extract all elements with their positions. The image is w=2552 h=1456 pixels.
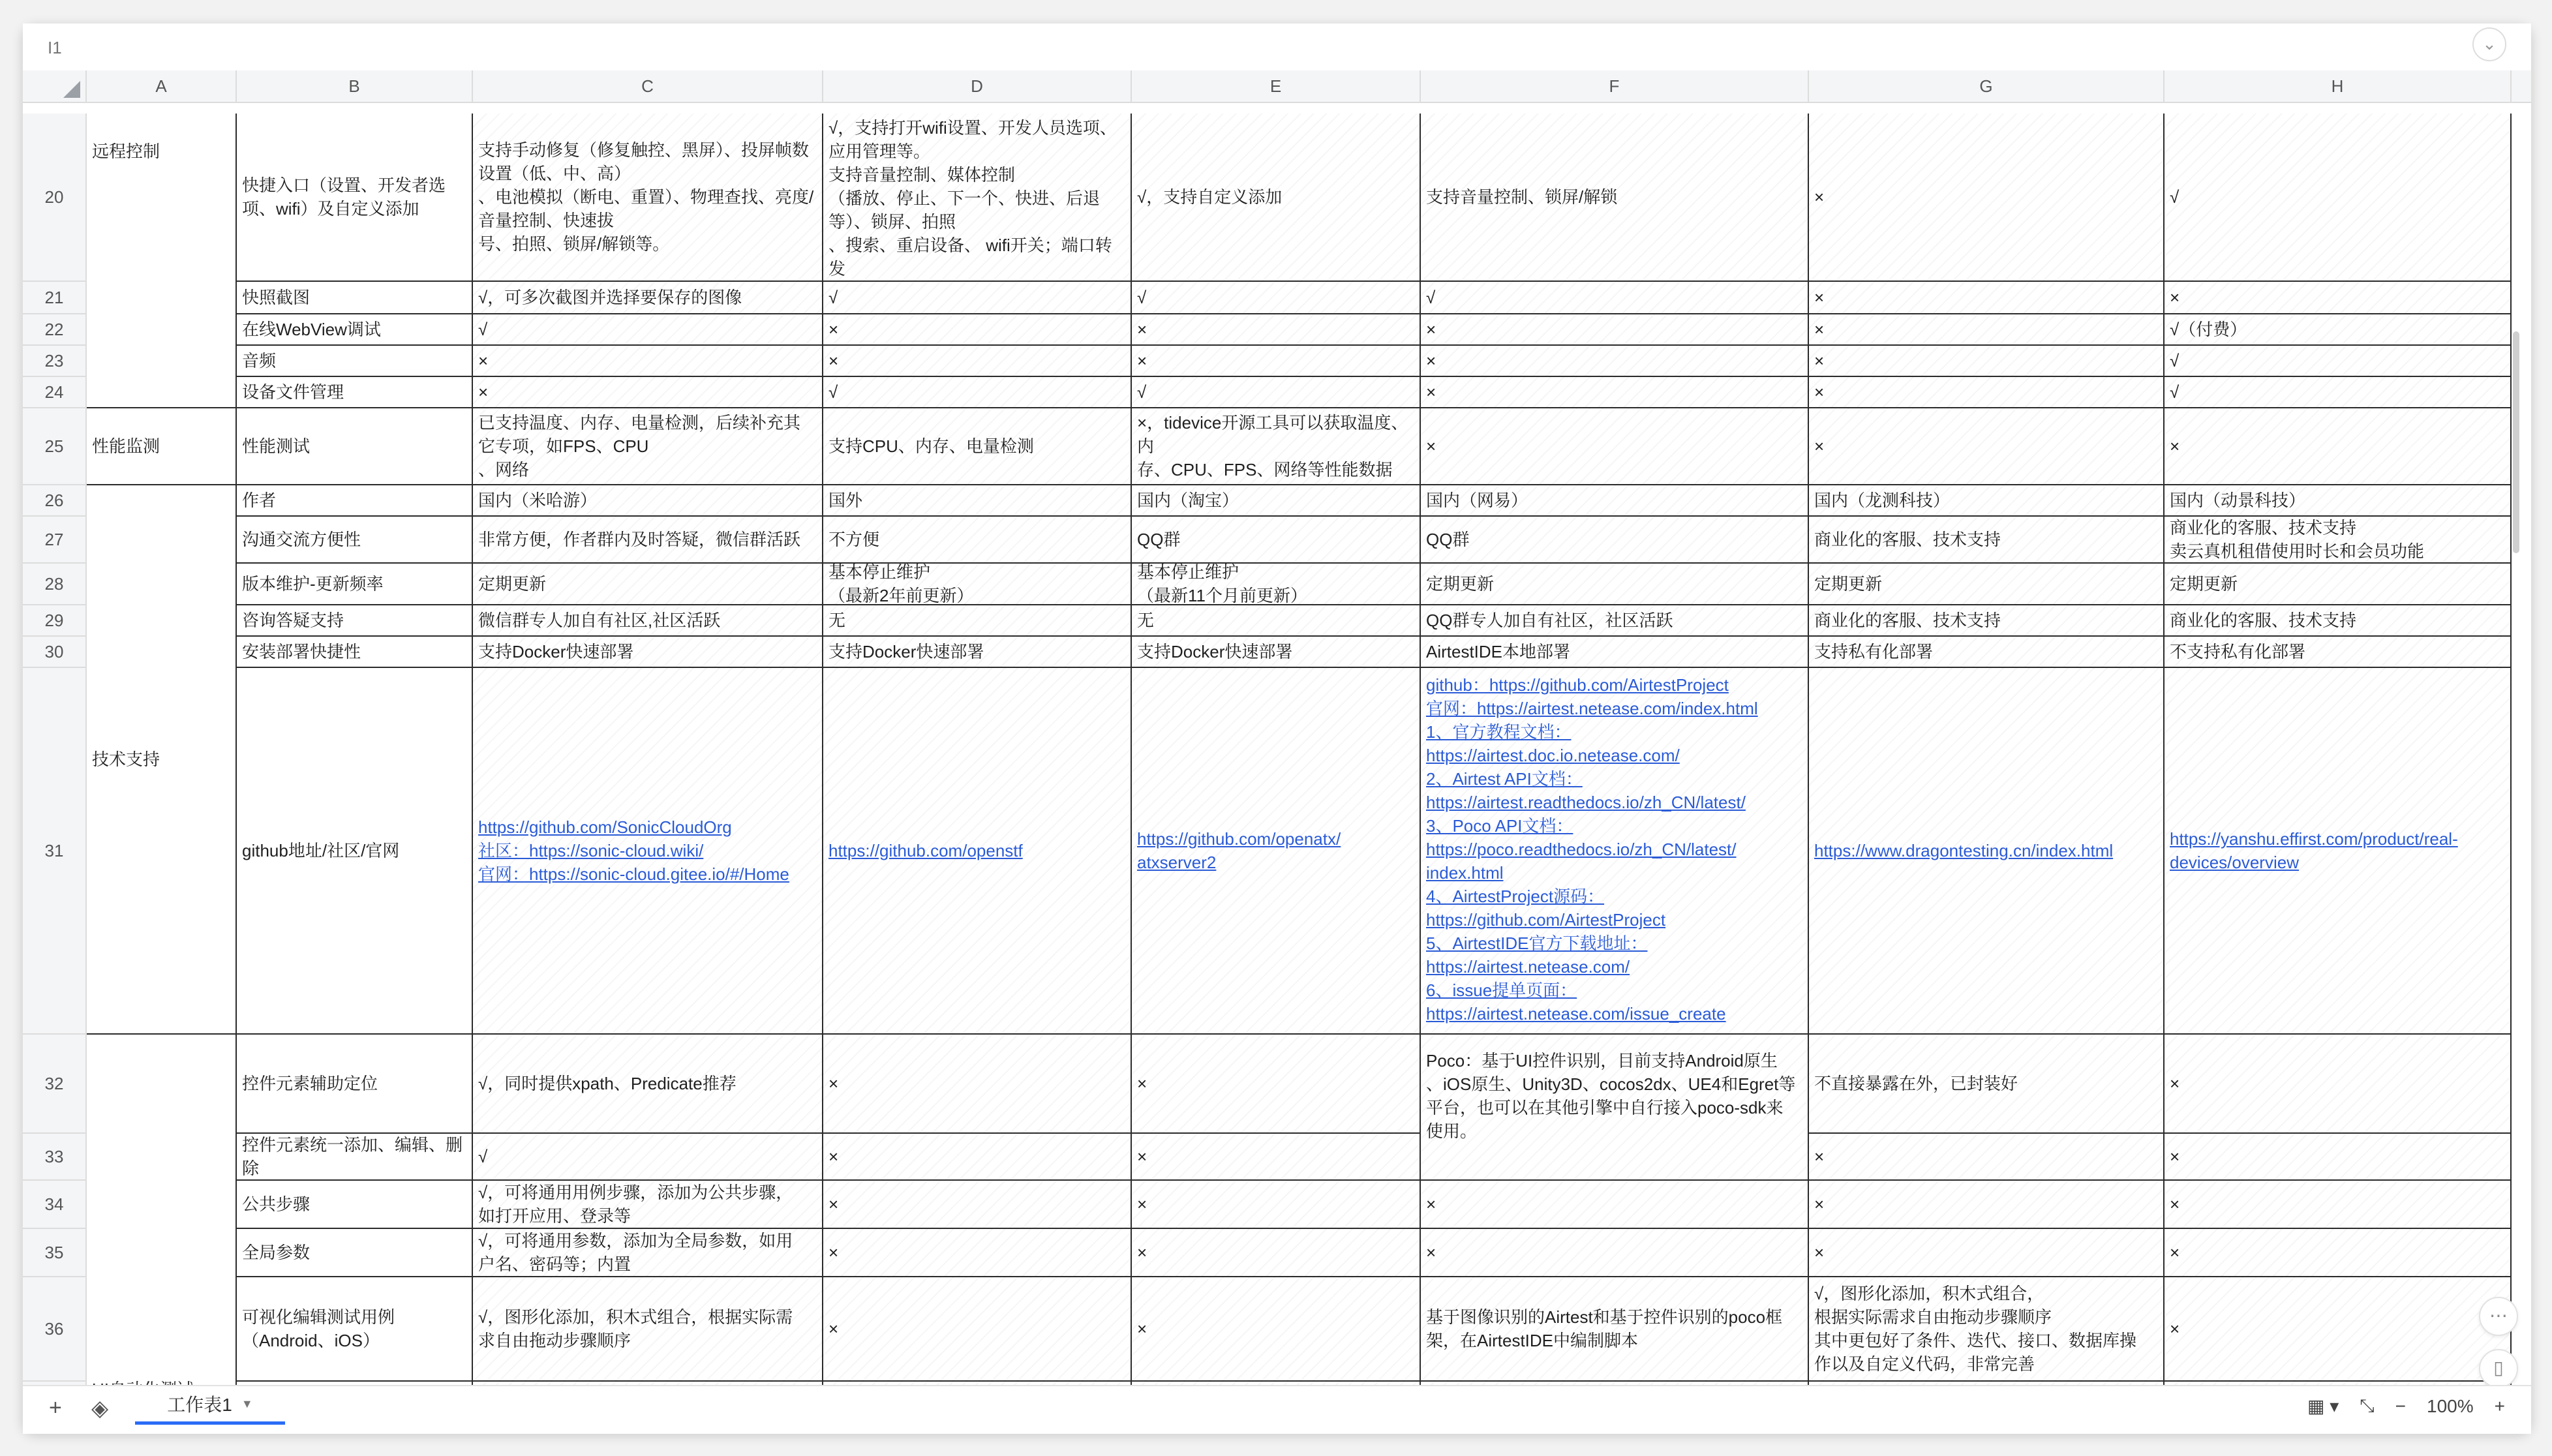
cell-f[interactable]	[1421, 408, 1809, 485]
row-header[interactable]: 31	[23, 668, 87, 1035]
cell-text: 支持手动修复（修复触控、黑屏）、投屏帧数设置（低、中、高） 、电池模拟（断电、重置）、物理查找、亮度/音量控制、快速拔 号、拍照、锁屏/解锁等。	[478, 140, 814, 254]
select-all-corner[interactable]	[23, 70, 87, 102]
cell-e[interactable]	[1132, 408, 1421, 485]
cell-c[interactable]	[473, 564, 823, 605]
cell-text: 商业化的客服、技术支持	[2170, 611, 2357, 630]
cell-text: 国内（龙测科技）	[1814, 491, 1951, 510]
cell-e[interactable]	[1132, 1035, 1421, 1134]
bottom-bar	[23, 1385, 2531, 1434]
row-header[interactable]: 23	[23, 346, 87, 377]
cell-text: ×	[478, 351, 489, 371]
cell-reference[interactable]: I1	[48, 38, 62, 57]
cell-g[interactable]	[1809, 408, 2165, 485]
cell-c[interactable]	[473, 1229, 823, 1277]
cell-text: 支持Docker快速部署	[828, 642, 984, 661]
cell-text: 控件元素统一添加、编辑、删除	[242, 1135, 463, 1178]
cell-h[interactable]	[2165, 564, 2512, 605]
cell-text: 国内（淘宝）	[1137, 491, 1239, 510]
zoom-out-button[interactable]: −	[2395, 1395, 2407, 1416]
cell-text: 无	[828, 611, 846, 630]
cell-h[interactable]	[2165, 1229, 2512, 1277]
cell-d[interactable]	[823, 605, 1132, 637]
cell-c[interactable]	[473, 377, 823, 408]
category-cell[interactable]	[87, 114, 237, 408]
cell-text: 不直接暴露在外，已封装好	[1814, 1074, 2018, 1093]
cell-d[interactable]	[823, 1229, 1132, 1277]
cell-e[interactable]	[1132, 1277, 1421, 1382]
cell-text: ×	[1137, 1074, 1147, 1093]
cell-text: QQ群专人加自有社区，社区活跃	[1426, 611, 1673, 630]
cell-b[interactable]	[237, 314, 473, 346]
cell-c[interactable]	[473, 346, 823, 377]
cell-text: ×	[1814, 187, 1825, 207]
cell-e[interactable]	[1132, 282, 1421, 314]
cell-g[interactable]	[1809, 346, 2165, 377]
cell-text: 商业化的客服、技术支持 卖云真机租借使用时长和会员功能	[2170, 518, 2425, 561]
cell-text: 快照截图	[242, 288, 311, 307]
cell-text: ×	[1426, 436, 1436, 456]
row-header[interactable]: 24	[23, 377, 87, 408]
cell-b[interactable]	[237, 282, 473, 314]
row-header[interactable]: 26	[23, 485, 87, 517]
cell-g[interactable]	[1809, 605, 2165, 637]
grid-icon[interactable]: ▦ ▾	[2307, 1396, 2339, 1416]
row-header[interactable]: 22	[23, 314, 87, 346]
cell-e[interactable]	[1132, 485, 1421, 517]
cell-text: ×	[828, 1074, 839, 1093]
cell-h[interactable]	[2165, 377, 2512, 408]
cell-e[interactable]	[1132, 377, 1421, 408]
chevron-down-icon[interactable]: ⌄	[2472, 27, 2506, 61]
cell-d[interactable]	[823, 282, 1132, 314]
row-header[interactable]: 20	[23, 114, 87, 282]
row-header[interactable]: 27	[23, 517, 87, 564]
cell-text: 商业化的客服、技术支持	[1814, 611, 2001, 630]
cell-g[interactable]	[1809, 485, 2165, 517]
cell-text: √，图形化添加，积木式组合，根据实际需 求自由拖动步骤顺序	[478, 1307, 793, 1350]
row-header[interactable]: 33	[23, 1134, 87, 1181]
cell-e[interactable]	[1132, 637, 1421, 668]
cell-text: 控件元素辅助定位	[242, 1074, 378, 1093]
cell-f[interactable]	[1421, 485, 1809, 517]
cell-d[interactable]	[823, 346, 1132, 377]
cell-b[interactable]	[237, 114, 473, 282]
cell-g[interactable]	[1809, 377, 2165, 408]
cell-text: ×	[1814, 1243, 1825, 1262]
cell-b[interactable]	[237, 1229, 473, 1277]
cell-text[interactable]: https://github.com/SonicCloudOrg 社区：https://sonic-cloud.wiki/ 官网：https://sonic-cloud.gitee.io/#/Home	[478, 817, 789, 884]
cell-text: 无	[1137, 611, 1155, 630]
cell-b[interactable]	[237, 408, 473, 485]
spreadsheet-window	[23, 23, 2531, 1433]
cell-c[interactable]	[473, 314, 823, 346]
cell-text: 不支持私有化部署	[2170, 642, 2306, 661]
cell-b[interactable]	[237, 1181, 473, 1229]
cell-text[interactable]: github：https://github.com/AirtestProject 官网：https://airtest.netease.com/index.html 1、官方教程文档： https://airtest.doc.io.netease.com/ 2、Airtest API文档： https://airtest.readthedocs.io/zh_CN/latest/ 3、Poco API文档： https://poco.readthedocs.io/zh_CN/latest/ index.html 4、AirtestProject源码： https://github.com/AirtestProject 5、AirtestIDE官方下载地址： https://airtest.netease.com/ 6、issue提单页面： https://airtest.netease.com/issue_create	[1426, 675, 1758, 1024]
cell-c[interactable]	[473, 485, 823, 517]
cell-d[interactable]	[823, 1134, 1132, 1181]
zoom-level[interactable]: 100%	[2427, 1395, 2474, 1416]
cell-e[interactable]	[1132, 605, 1421, 637]
category-label: 技术支持	[92, 750, 160, 769]
row-header[interactable]: 32	[23, 1035, 87, 1134]
cell-b[interactable]	[237, 637, 473, 668]
cell-text: ×	[1426, 1194, 1436, 1214]
cell-text: 支持Docker快速部署	[1137, 642, 1293, 661]
cell-text: √	[828, 288, 838, 307]
cell-text: ×	[1814, 1194, 1825, 1214]
cell-text: ×	[2170, 1074, 2180, 1093]
layers-icon[interactable]: ◈	[91, 1396, 109, 1421]
book-icon[interactable]: ▯	[2479, 1349, 2518, 1388]
cell-g[interactable]	[1809, 1181, 2165, 1229]
category-label: 性能监测	[92, 436, 160, 456]
cell-text: √	[1137, 382, 1147, 402]
cell-text: QQ群	[1137, 530, 1181, 549]
cell-text: ×	[1137, 351, 1147, 371]
cell-g[interactable]	[1809, 517, 2165, 564]
plus-icon[interactable]: +	[49, 1395, 62, 1420]
cell-e[interactable]	[1132, 114, 1421, 282]
cell-text: √，支持自定义添加	[1137, 187, 1283, 207]
column-header-d[interactable]: D	[823, 70, 1132, 102]
cell-text: √	[1137, 288, 1147, 307]
row-header[interactable]: 36	[23, 1277, 87, 1382]
cell-text: 不方便	[828, 530, 880, 549]
cell-d[interactable]	[823, 408, 1132, 485]
cell-text: ×	[1814, 382, 1825, 402]
cell-b[interactable]	[237, 377, 473, 408]
sheet-tab-label: 工作表1	[167, 1395, 232, 1415]
cell-text: ×	[828, 320, 839, 339]
cell-text[interactable]: https://www.dragontesting.cn/index.html	[1814, 841, 2114, 860]
cell-text: ×	[1137, 1147, 1147, 1166]
cell-h[interactable]	[2165, 485, 2512, 517]
cell-b[interactable]	[237, 1134, 473, 1181]
cell-f[interactable]	[1421, 1035, 1809, 1181]
cell-text: ×	[478, 382, 489, 402]
cell-text: 版本维护-更新频率	[242, 574, 384, 594]
cell-f[interactable]	[1421, 346, 1809, 377]
cell-text: 国内（网易）	[1426, 491, 1528, 510]
cell-text: ×	[1814, 288, 1825, 307]
cell-text: √，图形化添加，积木式组合， 根据实际需求自由拖动步骤顺序 其中更包好了条件、迭代、接口、数据库操 作以及自定义代码，非常完善	[1814, 1284, 2137, 1374]
sheet-grid[interactable]	[23, 70, 2531, 1385]
cell-b[interactable]	[237, 1035, 473, 1134]
cell-text: ×	[2170, 1147, 2180, 1166]
more-icon[interactable]: ⋯	[2479, 1297, 2518, 1336]
cell-text: 设备文件管理	[242, 382, 344, 402]
formula-bar	[23, 23, 2531, 72]
cell-e[interactable]	[1132, 668, 1421, 1035]
chevron-down-icon[interactable]: ▼	[241, 1397, 253, 1410]
cell-text: ×	[828, 1147, 839, 1166]
cell-text: 基于图像识别的Airtest和基于控件识别的poco框 架，在AirtestIDE中编制脚本	[1426, 1307, 1783, 1350]
cell-g[interactable]	[1809, 1229, 2165, 1277]
cell-h[interactable]	[2165, 1035, 2512, 1134]
cell-d[interactable]	[823, 377, 1132, 408]
cell-f[interactable]	[1421, 605, 1809, 637]
cell-b[interactable]	[237, 605, 473, 637]
cell-e[interactable]	[1132, 346, 1421, 377]
zoom-in-button[interactable]: +	[2494, 1395, 2505, 1416]
cell-text: 全局参数	[242, 1243, 311, 1262]
cell-b[interactable]	[237, 517, 473, 564]
cell-c[interactable]	[473, 282, 823, 314]
row-header[interactable]: 35	[23, 1229, 87, 1277]
cell-text: 支持私有化部署	[1814, 642, 1934, 661]
cell-f[interactable]	[1421, 517, 1809, 564]
cell-text: 国内（米哈游）	[478, 491, 598, 510]
cell-text: ×	[2170, 288, 2180, 307]
cell-text[interactable]: https://github.com/openatx/ atxserver2	[1137, 829, 1341, 872]
cell-text: ×	[1426, 351, 1436, 371]
cell-h[interactable]	[2165, 1134, 2512, 1181]
cell-text: 基本停止维护 （最新2年前更新）	[828, 562, 974, 605]
cell-text: Poco：基于UI控件识别，目前支持Android原生 、iOS原生、Unity3D、cocos2dx、UE4和Egret等 平台，也可以在其他引擎中自行接入poco-sdk来 使用。	[1426, 1051, 1796, 1141]
cell-text: ×	[2170, 1243, 2180, 1262]
cell-d[interactable]	[823, 314, 1132, 346]
cell-text: √，可多次截图并选择要保存的图像	[478, 288, 742, 307]
sheet-tab-1[interactable]	[135, 1386, 285, 1425]
cell-d[interactable]	[823, 668, 1132, 1035]
cell-text: ×	[2170, 1319, 2180, 1339]
row-header[interactable]: 25	[23, 408, 87, 485]
cell-text: ×	[2170, 1194, 2180, 1214]
cell-text: 定期更新	[1814, 574, 1883, 594]
cell-text: 沟通交流方便性	[242, 530, 361, 549]
cell-f[interactable]	[1421, 637, 1809, 668]
cell-text: ×	[1137, 1243, 1147, 1262]
cell-text: √（付费）	[2170, 320, 2247, 339]
cell-text: ×	[828, 351, 839, 371]
cell-text: ×	[828, 1319, 839, 1339]
cell-text: √	[828, 382, 838, 402]
cell-text: ×，tidevice开源工具可以获取温度、内 存、CPU、FPS、网络等性能数据	[1137, 413, 1408, 479]
cell-text: ×	[828, 1243, 839, 1262]
cell-h[interactable]	[2165, 637, 2512, 668]
cell-text: √	[2170, 382, 2180, 402]
cell-text: 支持Docker快速部署	[478, 642, 634, 661]
cell-text: 非常方便，作者群内及时答疑，微信群活跃	[478, 530, 801, 549]
cell-text: ×	[1814, 320, 1825, 339]
cell-d[interactable]	[823, 517, 1132, 564]
cell-g[interactable]	[1809, 314, 2165, 346]
cell-g[interactable]	[1809, 637, 2165, 668]
cell-text: ×	[828, 1194, 839, 1214]
cell-h[interactable]	[2165, 668, 2512, 1035]
cell-g[interactable]	[1809, 668, 2165, 1035]
cell-c[interactable]	[473, 668, 823, 1035]
zoom-controls	[2307, 1395, 2505, 1417]
cell-text: 支持CPU、内存、电量检测	[828, 436, 1034, 456]
cell-h[interactable]	[2165, 1277, 2512, 1382]
cell-g[interactable]	[1809, 564, 2165, 605]
cell-text: 已支持温度、内存、电量检测，后续补充其它专项，如FPS、CPU 、网络	[478, 413, 801, 479]
cell-text: ×	[1814, 351, 1825, 371]
cell-f[interactable]	[1421, 1277, 1809, 1382]
row-header[interactable]: 30	[23, 637, 87, 668]
cell-d[interactable]	[823, 564, 1132, 605]
column-header-b[interactable]: B	[237, 70, 473, 102]
column-header-c[interactable]: C	[473, 70, 823, 102]
cell-g[interactable]	[1809, 1134, 2165, 1181]
cell-text: 在线WebView调试	[242, 320, 381, 339]
cell-text: 国外	[828, 491, 863, 510]
cell-c[interactable]	[473, 605, 823, 637]
cell-e[interactable]	[1132, 564, 1421, 605]
cell-d[interactable]	[823, 1035, 1132, 1134]
row-header[interactable]: 21	[23, 282, 87, 314]
category-cell[interactable]	[87, 1035, 237, 1408]
cell-text: 快捷入口（设置、开发者选项、wifi）及自定义添加	[242, 175, 446, 219]
cell-text: 公共步骤	[242, 1194, 311, 1214]
cell-f[interactable]	[1421, 668, 1809, 1035]
cell-text: 咨询答疑支持	[242, 611, 344, 630]
cell-text: ×	[1137, 1319, 1147, 1339]
cell-g[interactable]	[1809, 282, 2165, 314]
cell-c[interactable]	[473, 1181, 823, 1229]
cell-g[interactable]	[1809, 1277, 2165, 1382]
cell-text: √，可将通用用例步骤，添加为公共步骤， 如打开应用、登录等	[478, 1183, 793, 1226]
cell-text: 支持音量控制、锁屏/解锁	[1426, 187, 1618, 207]
cell-text: QQ群	[1426, 530, 1470, 549]
category-label: 远程控制	[92, 142, 160, 161]
cell-text: √	[478, 1147, 488, 1166]
cell-c[interactable]	[473, 408, 823, 485]
cell-c[interactable]	[473, 637, 823, 668]
cell-d[interactable]	[823, 485, 1132, 517]
cell-text: 音频	[242, 351, 277, 371]
cell-text: 微信群专人加自有社区,社区活跃	[478, 611, 721, 630]
cell-h[interactable]	[2165, 114, 2512, 282]
cell-h[interactable]	[2165, 346, 2512, 377]
vertical-scrollbar[interactable]	[2513, 331, 2519, 553]
row-header[interactable]: 28	[23, 564, 87, 605]
cell-text: ×	[1814, 1147, 1825, 1166]
cell-text: ×	[1426, 1243, 1436, 1262]
cell-f[interactable]	[1421, 1181, 1809, 1229]
row-header[interactable]: 29	[23, 605, 87, 637]
column-header-h[interactable]: H	[2165, 70, 2512, 102]
cell-f[interactable]	[1421, 314, 1809, 346]
cell-g[interactable]	[1809, 114, 2165, 282]
cell-d[interactable]	[823, 637, 1132, 668]
cell-text: 国内（动景科技）	[2170, 491, 2306, 510]
cell-b[interactable]	[237, 668, 473, 1035]
cell-f[interactable]	[1421, 282, 1809, 314]
cell-h[interactable]	[2165, 314, 2512, 346]
cell-text: github地址/社区/官网	[242, 841, 400, 860]
cell-d[interactable]	[823, 1181, 1132, 1229]
cell-d[interactable]	[823, 114, 1132, 282]
cell-b[interactable]	[237, 1277, 473, 1382]
cell-e[interactable]	[1132, 1134, 1421, 1181]
cell-text: 可视化编辑测试用例 （Android、iOS）	[242, 1307, 395, 1350]
cell-text: 作者	[242, 491, 277, 510]
cell-text: ×	[1426, 382, 1436, 402]
column-header-g[interactable]: G	[1809, 70, 2165, 102]
cell-text: ×	[1426, 320, 1436, 339]
column-header-a[interactable]: A	[87, 70, 237, 102]
cell-c[interactable]	[473, 1134, 823, 1181]
cell-text: 基本停止维护 （最新11个月前更新）	[1137, 562, 1307, 605]
cell-text: √	[2170, 351, 2180, 371]
cell-h[interactable]	[2165, 1181, 2512, 1229]
cell-text: 定期更新	[2170, 574, 2238, 594]
cell-h[interactable]	[2165, 408, 2512, 485]
cell-d[interactable]	[823, 1277, 1132, 1382]
cell-text: 安装部署快捷性	[242, 642, 361, 661]
cell-text: √，支持打开wifi设置、开发人员选项、应用管理等。 支持音量控制、媒体控制 （播放、停止、下一个、快进、后退等）、锁屏、拍照 、搜索、重启设备、 wifi开关；端口转发	[828, 118, 1117, 279]
cell-text: √	[1426, 288, 1436, 307]
category-cell[interactable]	[87, 408, 237, 485]
cell-text: ×	[1137, 1194, 1147, 1214]
cell-text: √，可将通用参数，添加为全局参数，如用 户名、密码等；内置	[478, 1231, 793, 1274]
cell-f[interactable]	[1421, 114, 1809, 282]
cell-h[interactable]	[2165, 517, 2512, 564]
cell-text: 性能测试	[242, 436, 311, 456]
cell-c[interactable]	[473, 114, 823, 282]
cell-b[interactable]	[237, 485, 473, 517]
cell-b[interactable]	[237, 564, 473, 605]
cell-e[interactable]	[1132, 517, 1421, 564]
cell-f[interactable]	[1421, 1229, 1809, 1277]
cell-e[interactable]	[1132, 1181, 1421, 1229]
shrink-icon[interactable]: ⤡	[2360, 1395, 2375, 1416]
cell-e[interactable]	[1132, 314, 1421, 346]
cell-text: AirtestIDE本地部署	[1426, 642, 1571, 661]
cell-c[interactable]	[473, 517, 823, 564]
row-header[interactable]: 34	[23, 1181, 87, 1229]
cell-b[interactable]	[237, 346, 473, 377]
cell-g[interactable]	[1809, 1035, 2165, 1134]
column-header-e[interactable]: E	[1132, 70, 1421, 102]
cell-c[interactable]	[473, 1035, 823, 1134]
cell-c[interactable]	[473, 1277, 823, 1382]
cell-text[interactable]: https://github.com/openstf	[828, 841, 1023, 860]
cell-h[interactable]	[2165, 282, 2512, 314]
cell-text: ×	[1814, 436, 1825, 456]
cell-text: ×	[2170, 436, 2180, 456]
cell-text: 定期更新	[478, 574, 547, 594]
cell-text: √，同时提供xpath、Predicate推荐	[478, 1074, 737, 1093]
cell-text: ×	[1137, 320, 1147, 339]
column-header-bar	[23, 70, 2531, 103]
cell-f[interactable]	[1421, 564, 1809, 605]
cell-text: √	[2170, 187, 2180, 207]
cell-text[interactable]: https://yanshu.effirst.com/product/real- devices/overview	[2170, 829, 2458, 872]
cell-text: 商业化的客服、技术支持	[1814, 530, 2001, 549]
cell-e[interactable]	[1132, 1229, 1421, 1277]
cell-h[interactable]	[2165, 605, 2512, 637]
category-cell[interactable]	[87, 485, 237, 1035]
cell-f[interactable]	[1421, 377, 1809, 408]
cell-text: √	[478, 320, 488, 339]
column-header-f[interactable]: F	[1421, 70, 1809, 102]
cell-text: 定期更新	[1426, 574, 1495, 594]
